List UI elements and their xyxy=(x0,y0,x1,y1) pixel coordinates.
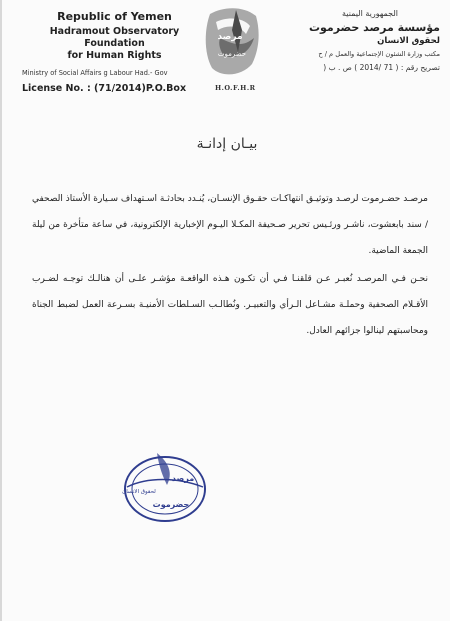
ministry-ar: مكتب وزارة الشئون الإجتماعية والعمل م / ح xyxy=(318,50,440,58)
seal-text-bottom: حضرموت xyxy=(152,500,190,509)
organization-logo xyxy=(202,8,262,80)
organization-name-ar: مؤسسة مرصد حضرموت xyxy=(308,21,440,34)
logo-text-bottom: حضرموت xyxy=(217,50,247,58)
seal-text-top: مرصد xyxy=(171,474,195,483)
organization-line1-en: Hadramout Observatory Foundation xyxy=(49,26,180,49)
organization-seal xyxy=(117,447,212,527)
country-en: Republic of Yemen xyxy=(57,10,172,23)
country-ar: الجمهورية اليمنية xyxy=(341,9,398,18)
letterhead-arabic xyxy=(270,9,440,72)
license-ar: تصريح رقم : ( 71 /2014 ) ص . ب ( xyxy=(323,63,440,72)
organization-sub-ar: لحقوق الانسان xyxy=(377,36,440,46)
statement-title: بيـان إدانـة xyxy=(196,136,258,152)
paragraph-2: نحـن فـي المرصـد نُعبـر عـن قلقنـا فـي أن تكـون هـذه الواقعـة مؤشـر علـى أن هنالـك توجـه لضـرب الأقـلام الصحفية وحملـة مشـاعل الـرأي والتعبيـر. ونُطالـب السـلطات الأمنيـة بسـرعة العمل لضبط الجناة ومحاسبتهم لينالوا جزائهم العادل. xyxy=(32,274,428,336)
logo-caption: H.O.F.H.R xyxy=(215,84,256,92)
organization-name-en xyxy=(22,26,207,62)
seal-text-middle: لحقوق الانسان xyxy=(122,489,156,495)
organization-line2-en: for Human Rights xyxy=(67,50,162,61)
logo-text-top: مرصد xyxy=(217,32,243,42)
ministry-en: Ministry of Social Affairs g Labour Had.- Gov xyxy=(22,69,168,77)
paragraph-1: مرصـد حضـرموت لرصـد وتوثيـق انتهاكـات حقـوق الإنسـان، يُنـدد بحادثـة اسـتهداف سـيارة الأستاذ الصحفي / سند بابعشوت، ناشـر ورئـيس تحرير صـحيفة المكـلا اليـوم الإخبارية الإلكترونية، في ساعة متأخرة من ليلة الجمعة الماضية. xyxy=(32,194,428,256)
letterhead-english xyxy=(22,10,207,94)
license-en: License No. : (71/2014)P.O.Box xyxy=(22,83,187,94)
